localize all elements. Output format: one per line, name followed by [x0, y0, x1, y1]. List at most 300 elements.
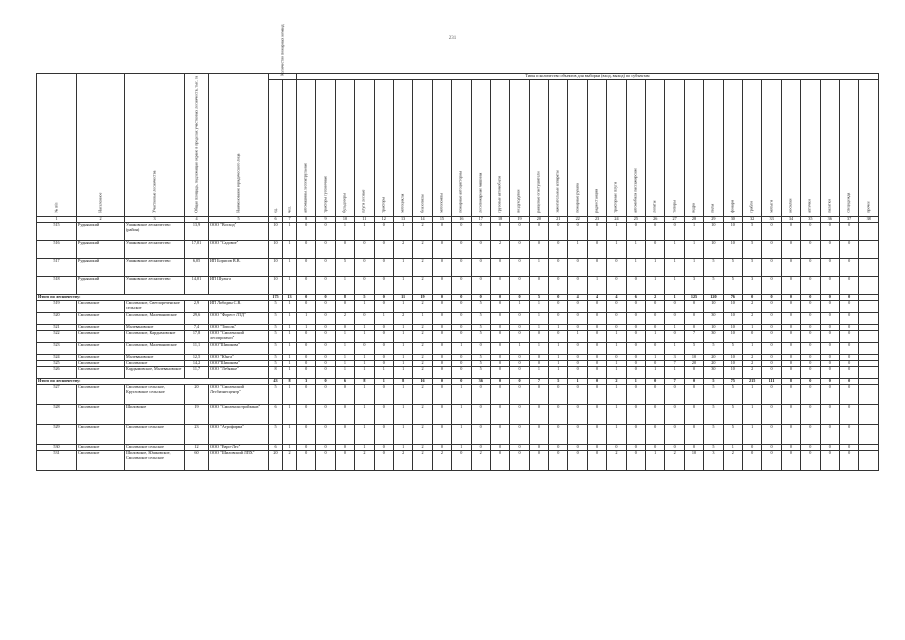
row-area: Ушаковское лесничество	[125, 277, 185, 295]
row-value: 0	[335, 301, 354, 313]
row-value: 0	[452, 223, 471, 241]
row-area-ha: 14,01	[185, 277, 209, 295]
row-value: 2	[665, 451, 684, 471]
header-type-30-text: прочее	[865, 201, 871, 213]
total-value: 16	[413, 379, 432, 385]
total-value: 0	[374, 295, 393, 301]
row-value: 5	[471, 325, 490, 331]
row-value	[859, 405, 879, 425]
row-num: 515	[37, 223, 77, 241]
row-value: 0	[626, 313, 645, 325]
row-value: 0	[646, 343, 665, 355]
total-value: 6	[335, 379, 354, 385]
row-value: 5	[704, 259, 723, 277]
row-value: 0	[568, 301, 587, 313]
row-value: 1	[452, 425, 471, 445]
row-value: 3	[684, 277, 703, 295]
row-value: 0	[781, 405, 800, 425]
row-value: 2	[413, 241, 432, 259]
header-count-sub-text: чел.	[286, 206, 292, 213]
row-value: 0	[297, 277, 316, 295]
table-row	[37, 223, 879, 241]
row-org: ООО "Юнга"	[209, 355, 269, 361]
column-number: 38	[859, 217, 879, 223]
row-value: 1	[335, 355, 354, 361]
row-value: 0	[801, 223, 820, 241]
row-value: 0	[374, 445, 393, 451]
row-value: 0	[374, 361, 393, 367]
row-value: 0	[801, 301, 820, 313]
total-value: 8	[283, 379, 297, 385]
row-value: 0	[820, 361, 839, 367]
header-type-27-text: аптечки	[806, 199, 812, 213]
column-number: 28	[684, 217, 703, 223]
row-value: 0	[529, 405, 548, 425]
row-value: 1	[393, 331, 412, 343]
row-area: Смоленское сельское, Кругловское сельское	[125, 385, 185, 405]
row-value: 1	[355, 301, 374, 313]
row-value: 0	[510, 277, 529, 295]
row-value: 0	[529, 355, 548, 361]
row-org: ИП Лободин С.В.	[209, 301, 269, 313]
row-num: 530	[37, 445, 77, 451]
table-row	[37, 301, 879, 313]
row-value: 0	[684, 301, 703, 313]
row-value: 0	[510, 259, 529, 277]
row-value: 2	[607, 451, 626, 471]
row-value: 0	[839, 313, 858, 325]
row-value: 1	[355, 331, 374, 343]
row-value: 1	[510, 301, 529, 313]
row-value	[859, 343, 879, 355]
row-value	[859, 385, 879, 405]
row-area: Смоленское сельское	[125, 425, 185, 445]
row-area-ha: 20	[185, 385, 209, 405]
row-value: 0	[820, 241, 839, 259]
total-value: 0	[684, 379, 703, 385]
row-area: Малевановское	[125, 355, 185, 361]
row-num: 519	[37, 301, 77, 313]
total-value: 4	[587, 295, 606, 301]
row-value: 2	[283, 451, 297, 471]
row-num: 522	[37, 331, 77, 343]
row-value: 2	[490, 241, 509, 259]
row-org: ООО "Садовое"	[209, 241, 269, 259]
column-number: 21	[549, 217, 568, 223]
row-value: 5	[335, 259, 354, 277]
header-type-17	[607, 80, 626, 217]
row-value	[859, 223, 879, 241]
row-num: 526	[37, 367, 77, 379]
row-num: 525	[37, 361, 77, 367]
row-value	[859, 313, 879, 325]
row-district: Руднянский	[77, 259, 125, 277]
row-value: 0	[801, 361, 820, 367]
row-value: 0	[316, 223, 335, 241]
total-value: 4	[607, 295, 626, 301]
row-value: 0	[587, 367, 606, 379]
row-value: 6	[269, 405, 283, 425]
row-value: 0	[374, 385, 393, 405]
header-type-16	[587, 80, 606, 217]
row-value: 1	[646, 367, 665, 379]
row-value: 0	[490, 301, 509, 313]
row-org: ИП Борисов В.В.	[209, 259, 269, 277]
row-value: 0	[801, 277, 820, 295]
row-value: 0	[665, 405, 684, 425]
row-value: 0	[626, 445, 645, 451]
row-value: 0	[432, 405, 451, 425]
row-value: 0	[452, 355, 471, 361]
row-value: 0	[801, 385, 820, 405]
row-value: 0	[510, 325, 529, 331]
row-value: 0	[839, 223, 858, 241]
row-value: 0	[355, 313, 374, 325]
row-value	[859, 451, 879, 471]
row-value: 1	[355, 385, 374, 405]
row-value: 1	[355, 425, 374, 445]
total-value: 0	[316, 379, 335, 385]
row-value: 0	[781, 361, 800, 367]
table-row	[37, 451, 879, 471]
total-value: 0	[510, 379, 529, 385]
header-district	[77, 74, 125, 217]
row-value: 0	[839, 367, 858, 379]
row-value: 0	[490, 343, 509, 355]
row-value: 1	[393, 367, 412, 379]
table-row	[37, 331, 879, 343]
header-type-23-text: фонари	[729, 200, 735, 213]
row-district: Смоленское	[77, 451, 125, 471]
row-value: 0	[335, 425, 354, 445]
row-value: 1	[529, 259, 548, 277]
row-value: 5	[269, 313, 283, 325]
row-value: 0	[646, 313, 665, 325]
header-area	[125, 74, 185, 217]
row-value: 0	[646, 445, 665, 451]
row-value: 0	[316, 301, 335, 313]
row-value: 2	[413, 451, 432, 471]
row-value: 0	[529, 451, 548, 471]
total-value: 13	[283, 295, 297, 301]
row-value: 2	[413, 405, 432, 425]
column-number: 12	[374, 217, 393, 223]
row-value: 1	[283, 241, 297, 259]
row-value: 0	[471, 343, 490, 355]
header-type-6-text: мотоциклы	[399, 193, 405, 213]
row-value: 1	[529, 325, 548, 331]
row-area-ha: 6,05	[185, 259, 209, 277]
row-value: 0	[374, 331, 393, 343]
row-value: 0	[587, 313, 606, 325]
row-value: 0	[839, 241, 858, 259]
row-value: 0	[762, 405, 781, 425]
row-value: 0	[607, 277, 626, 295]
row-value: 0	[471, 385, 490, 405]
header-type-1-text: автомашины лесопатрульные	[302, 163, 308, 213]
row-value	[859, 301, 879, 313]
row-value: 1	[283, 361, 297, 367]
row-value: 1	[529, 301, 548, 313]
row-value: 0	[529, 361, 548, 367]
row-value: 5	[723, 277, 742, 295]
row-value: 0	[665, 223, 684, 241]
total-value: 0	[801, 295, 820, 301]
row-value: 0	[335, 405, 354, 425]
row-value: 0	[587, 241, 606, 259]
row-value: 0	[490, 405, 509, 425]
row-area-ha: 11,1	[185, 343, 209, 355]
row-value: 0	[510, 405, 529, 425]
row-value: 0	[510, 361, 529, 367]
row-value: 0	[490, 361, 509, 367]
total-value: 19	[413, 295, 432, 301]
row-value: 7	[665, 361, 684, 367]
total-value: 7	[665, 379, 684, 385]
total-value: 125	[684, 295, 703, 301]
row-value: 2	[742, 301, 761, 313]
header-type-22-text: пилы	[709, 204, 715, 213]
row-num: 527	[37, 385, 77, 405]
row-value: 0	[568, 451, 587, 471]
row-value: 3	[704, 451, 723, 471]
row-value: 5	[723, 343, 742, 355]
row-value: 0	[684, 325, 703, 331]
row-value: 0	[820, 385, 839, 405]
column-number: 14	[413, 217, 432, 223]
row-value: 1	[452, 405, 471, 425]
row-value: 1	[568, 241, 587, 259]
row-value: 5	[269, 331, 283, 343]
row-value: 0	[316, 445, 335, 451]
row-value: 5	[471, 313, 490, 325]
total-value: 0	[646, 379, 665, 385]
row-value: 0	[490, 425, 509, 445]
column-number: 24	[607, 217, 626, 223]
row-value: 0	[355, 241, 374, 259]
header-type-29-text: спецодежда	[845, 192, 851, 213]
row-value: 0	[587, 325, 606, 331]
row-value: 2	[742, 355, 761, 361]
column-number: 9	[316, 217, 335, 223]
row-value: 0	[781, 313, 800, 325]
header-type-2	[316, 80, 335, 217]
row-value: 0	[607, 301, 626, 313]
row-value: 0	[529, 385, 548, 405]
row-value: 1	[549, 325, 568, 331]
row-value: 10	[723, 361, 742, 367]
row-district: Смоленское	[77, 425, 125, 445]
row-value: 0	[471, 405, 490, 425]
row-value: 10	[704, 325, 723, 331]
total-value: 8	[393, 379, 412, 385]
row-value: 0	[452, 241, 471, 259]
row-value: 0	[646, 301, 665, 313]
row-value: 0	[549, 313, 568, 325]
row-area: Смоленское, Светлореченское сельское	[125, 301, 185, 313]
row-value: 1	[742, 325, 761, 331]
row-value: 0	[432, 325, 451, 331]
row-value: 0	[820, 425, 839, 445]
row-value: 5	[471, 331, 490, 343]
row-value: 2	[742, 367, 761, 379]
total-value: 2	[607, 379, 626, 385]
total-value: 1	[568, 379, 587, 385]
row-area: Малевановское	[125, 325, 185, 331]
column-number: 20	[529, 217, 548, 223]
page-number: 231	[448, 36, 457, 41]
header-type-19-text: лопаты	[651, 200, 657, 213]
header-type-20-text: топоры	[671, 200, 677, 213]
row-value: 0	[374, 425, 393, 445]
row-value: 0	[646, 223, 665, 241]
row-value: 0	[549, 223, 568, 241]
row-value: 0	[297, 367, 316, 379]
row-value: 1	[529, 343, 548, 355]
row-value: 0	[490, 277, 509, 295]
row-value: 0	[432, 361, 451, 367]
row-area-ha: 29,6	[185, 313, 209, 325]
row-value: 30	[704, 313, 723, 325]
header-type-26	[781, 80, 800, 217]
row-value: 2	[413, 385, 432, 405]
row-value: 0	[626, 223, 645, 241]
row-value: 0	[839, 277, 858, 295]
row-value: 0	[587, 385, 606, 405]
row-value: 1	[335, 277, 354, 295]
column-number: 22	[568, 217, 587, 223]
row-value: 2	[413, 425, 432, 445]
total-value: 8	[355, 379, 374, 385]
row-value: 1	[335, 361, 354, 367]
header-type-22	[704, 80, 723, 217]
row-value: 1	[626, 259, 645, 277]
header-type-19	[646, 80, 665, 217]
row-value: 1	[283, 313, 297, 325]
row-value: 0	[646, 385, 665, 405]
row-value: 0	[471, 425, 490, 445]
row-value: 5	[269, 425, 283, 445]
column-number: 36	[820, 217, 839, 223]
row-value: 0	[820, 405, 839, 425]
total-value: 175	[269, 295, 283, 301]
row-value: 1	[283, 325, 297, 331]
row-value: 1	[646, 259, 665, 277]
row-org: ООО "Евро-Лес"	[209, 445, 269, 451]
row-area: Ушаковское лесничество (район)	[125, 223, 185, 241]
row-num: 531	[37, 451, 77, 471]
row-area-ha: 7,4	[185, 325, 209, 331]
row-value: 5	[269, 343, 283, 355]
row-value: 0	[607, 355, 626, 361]
row-value: 0	[510, 223, 529, 241]
row-value: 2	[413, 355, 432, 361]
row-value: 0	[587, 451, 606, 471]
header-type-18-text: автомобили пассажирские	[632, 168, 638, 213]
header-type-7-text: бензопилы	[419, 194, 425, 213]
total-label: Итого по лесничеству:	[37, 295, 269, 301]
total-value: 76	[723, 295, 742, 301]
row-value: 1	[393, 445, 412, 451]
row-value: 0	[684, 405, 703, 425]
row-value: 0	[684, 385, 703, 405]
row-org: ООО "Восход"	[209, 223, 269, 241]
total-value: 36	[471, 379, 490, 385]
row-value: 1	[684, 259, 703, 277]
row-num: 523	[37, 343, 77, 355]
row-value: 1	[549, 367, 568, 379]
table-row	[37, 405, 879, 425]
row-value: 0	[742, 331, 761, 343]
column-number: 8	[297, 217, 316, 223]
total-value: 1	[374, 379, 393, 385]
row-value: 0	[471, 445, 490, 451]
row-value: 0	[297, 361, 316, 367]
row-value: 0	[801, 325, 820, 331]
row-value: 10	[704, 301, 723, 313]
row-value: 1	[393, 223, 412, 241]
row-value: 10	[269, 277, 283, 295]
row-area-ha: 13,9	[185, 223, 209, 241]
total-value: 5	[549, 379, 568, 385]
row-area-ha: 19	[185, 405, 209, 425]
row-value: 0	[529, 445, 548, 451]
row-value: 0	[781, 425, 800, 445]
row-value: 0	[742, 451, 761, 471]
row-value: 0	[335, 385, 354, 405]
row-value: 0	[297, 331, 316, 343]
row-value: 0	[374, 451, 393, 471]
row-value: 1	[665, 277, 684, 295]
header-type-3-text: бульдозеры	[341, 193, 347, 213]
total-value: 5	[355, 295, 374, 301]
row-district: Смоленское	[77, 343, 125, 355]
row-value: 0	[762, 325, 781, 331]
row-value: 0	[587, 223, 606, 241]
row-value: 0	[801, 355, 820, 361]
row-value: 0	[471, 277, 490, 295]
row-area-ha: 12	[185, 445, 209, 451]
total-label: Итого по лесничеству:	[37, 379, 269, 385]
row-district: Руднянский	[77, 223, 125, 241]
row-area: Смоленское, Малевановское	[125, 343, 185, 355]
column-number: 32	[742, 217, 761, 223]
row-value: 5	[723, 425, 742, 445]
row-value: 0	[820, 223, 839, 241]
row-value: 0	[646, 241, 665, 259]
row-org: ИП Шульга	[209, 277, 269, 295]
column-number: 25	[626, 217, 645, 223]
row-area: Смоленское сельское	[125, 445, 185, 451]
row-value: 1	[742, 343, 761, 355]
row-value: 0	[568, 445, 587, 451]
row-value: 1	[607, 385, 626, 405]
row-value: 1	[283, 355, 297, 361]
row-value: 5	[723, 385, 742, 405]
header-type-17-text: тракторные плуги	[613, 182, 619, 213]
total-value: 11	[393, 295, 412, 301]
row-value: 0	[820, 445, 839, 451]
row-value: 0	[529, 331, 548, 343]
row-value: 1	[374, 313, 393, 325]
row-value: 0	[510, 385, 529, 405]
row-value: 1	[452, 445, 471, 451]
total-value: 43	[269, 379, 283, 385]
row-value: 5	[704, 385, 723, 405]
row-value: 1	[568, 331, 587, 343]
total-value: 0	[490, 295, 509, 301]
row-value: 0	[549, 259, 568, 277]
